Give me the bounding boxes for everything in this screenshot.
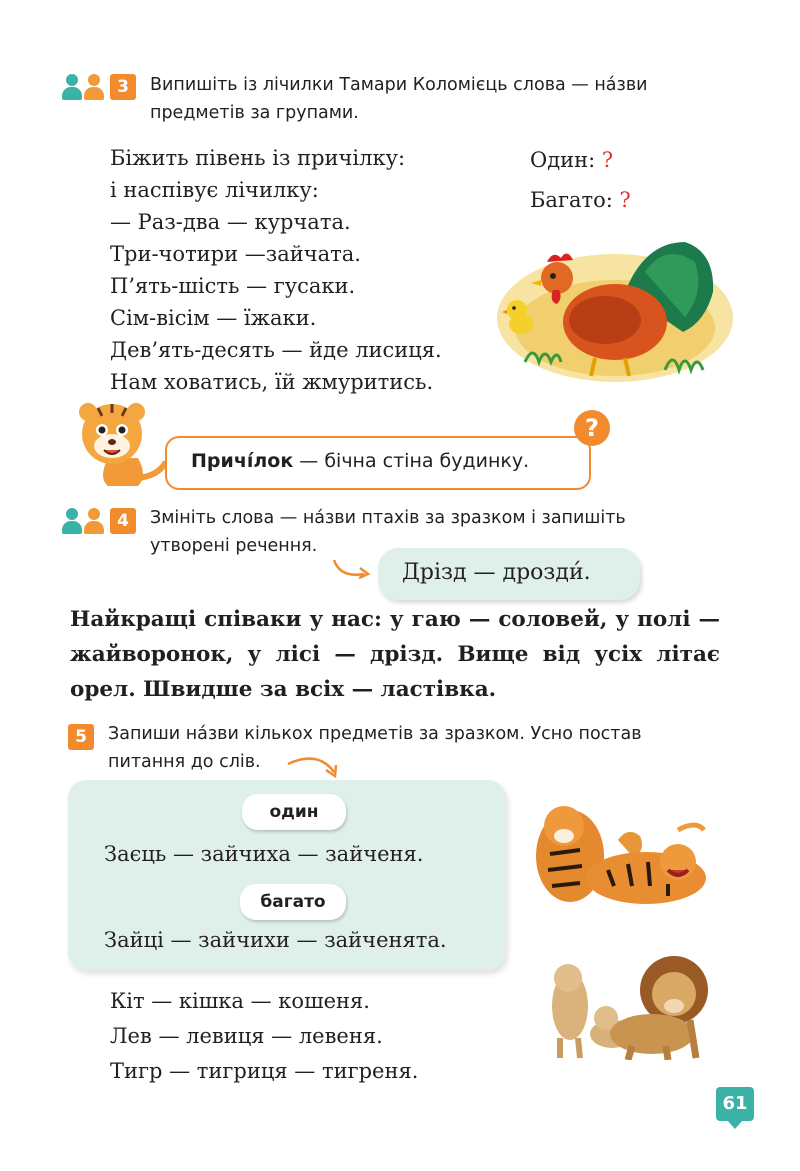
one-label: Один: [530, 148, 596, 172]
task-paragraph: Найкращі співаки у нас: у гаю — соловей, у полі — жайворонок, у лісі — дрізд. Вище від усіх літає орел. Швидше за всіх — ластівка. [70, 607, 720, 702]
tag-many: багато [240, 884, 346, 920]
poem-line: Дев’ять-десять — йде лисиця. [110, 338, 442, 362]
definition-body: — бічна стіна будинку. [293, 450, 530, 472]
task-instruction-line2: утворені речення. [150, 536, 318, 556]
list-item: Тигр — тигриця — тигреня. [110, 1059, 419, 1083]
example-box [68, 780, 506, 970]
lions-photo [540, 950, 718, 1060]
arrow-icon [330, 556, 374, 582]
task-instruction-line2: предметів за групами. [150, 103, 359, 123]
definition-text [191, 450, 529, 472]
task-number-badge: 4 [110, 508, 136, 534]
poem-line: і наспівує лічилку: [110, 178, 319, 202]
pair-work-icon [62, 508, 108, 534]
task-instruction-line1: Запиши на́зви кількох предметів за зразком. Усно постав [108, 724, 642, 744]
task-instruction-line2: питання до слів. [108, 752, 261, 772]
poem-line: — Раз-два — курчата. [110, 210, 351, 234]
task-instruction-line1: Змініть слова — на́зви птахів за зразком і запишіть [150, 508, 626, 528]
many-label: Багато: [530, 188, 613, 212]
task-instruction-line1: Випишіть із лічилки Тамари Коломієць слова — на́зви [150, 75, 648, 95]
tag-one: один [242, 794, 346, 830]
task-number-badge: 3 [110, 74, 136, 100]
example-text: Дрізд — дрозди́. [402, 560, 591, 585]
counting-rhyme [110, 142, 442, 398]
definition-term: Причі́лок [191, 450, 294, 472]
example-many: Зайці — зайчихи — зайченята. [104, 928, 447, 952]
task-number-badge: 5 [68, 724, 94, 750]
question-mark: ? [601, 148, 614, 172]
tiger-cub-mascot [68, 398, 168, 490]
example-one: Заєць — зайчиха — зайченя. [104, 842, 424, 866]
question-icon: ? [574, 410, 610, 446]
example-pill [378, 548, 640, 600]
poem-line: Сім-вісім — їжаки. [110, 306, 317, 330]
definition-callout [165, 436, 591, 490]
list-item: Лев — левиця — левеня. [110, 1024, 383, 1048]
poem-line: Три-чотири —зайчата. [110, 242, 361, 266]
one-label-row [530, 148, 613, 172]
pair-work-icon [62, 74, 108, 100]
many-label-row [530, 188, 631, 212]
arrow-icon [286, 754, 342, 780]
tigers-photo [528, 800, 718, 918]
poem-line: П’ять-шість — гусаки. [110, 274, 356, 298]
page-number: 61 [716, 1087, 754, 1121]
page-tab-pointer [727, 1120, 743, 1129]
poem-line: Біжить півень із причілку: [110, 146, 406, 170]
poem-line: Нам ховатись, їй жмуритись. [110, 370, 434, 394]
question-mark: ? [619, 188, 631, 212]
list-item: Кіт — кішка — кошеня. [110, 989, 370, 1013]
rooster-illustration [495, 232, 733, 384]
word-list [110, 984, 418, 1089]
